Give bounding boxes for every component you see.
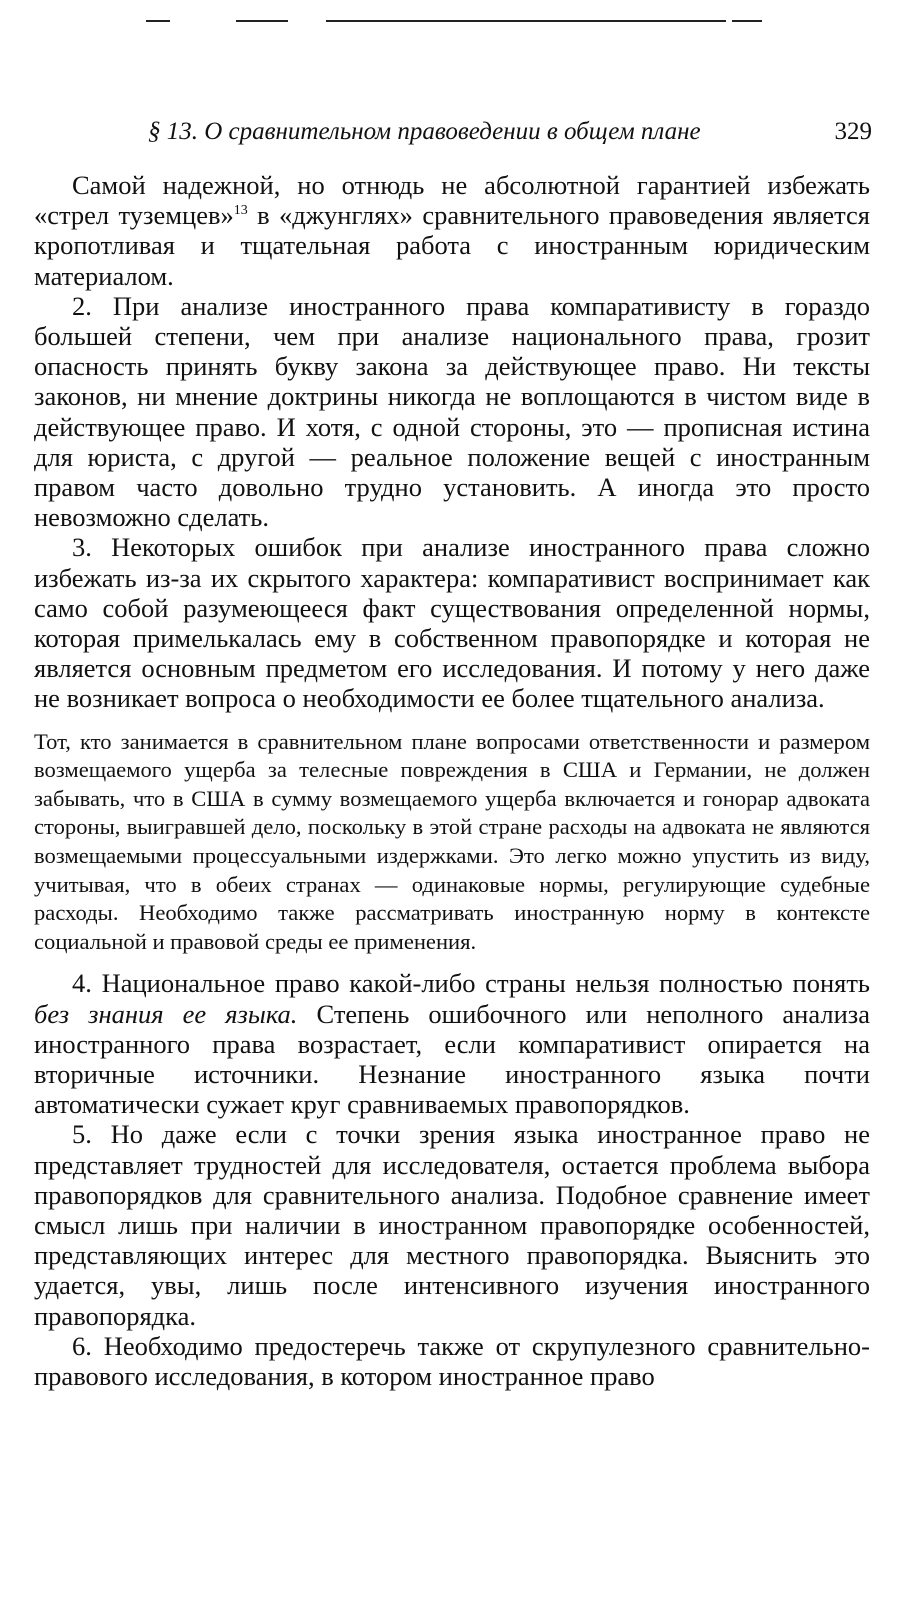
page-number: 329 bbox=[834, 118, 872, 145]
running-header bbox=[148, 116, 872, 148]
paragraph-6: 6. Необходимо предостеречь также от скрупулезного сравнительно-правового исследования, в котором иностранное право bbox=[34, 1330, 870, 1392]
paragraph-1 bbox=[34, 170, 870, 291]
paragraph-3: 3. Некоторых ошибок при анализе иностранного права сложно избежать из-за их скрытого характера: компаративист воспринимает как само собой разумеющееся факт существования определенной нормы, которая примелькалась ему в собственном правопорядке и которая не является основным предметом его исследования. И потому у него даже не возникает вопроса о необходимости ее более тщательного анализа. bbox=[34, 532, 870, 714]
paragraph-4-text-a: 4. Национальное право какой-либо страны нельзя полностью понять bbox=[72, 968, 870, 999]
section-title: § 13. О сравнительном правоведении в общем плане bbox=[148, 118, 701, 145]
page-body bbox=[34, 170, 870, 1391]
top-rule-long bbox=[326, 20, 726, 22]
top-rule-medium bbox=[236, 20, 288, 22]
paragraph-4-emphasis: без знания ее языка. bbox=[34, 998, 298, 1029]
paragraph-1-text-a: Самой надежной, но отнюдь не абсолютной гарантией избежать «стрел туземцев» bbox=[34, 170, 870, 231]
top-rule-tail bbox=[732, 20, 762, 22]
paragraph-1-text-b: в «джунглях» сравнительного правоведения является кропотливая и тщательная работа с иностранным юридическим материалом. bbox=[34, 200, 871, 291]
paragraph-4-text-b: Степень ошибочного или неполного анализа иностранного права возрастает, если компаративист опирается на вторичные источники. Незнание иностранного языка почти автоматически сужает круг сравниваемых правопорядков. bbox=[34, 998, 870, 1120]
paragraph-2: 2. При анализе иностранного права компаративисту в гораздо большей степени, чем при анализе национального права, грозит опасность принять букву закона за действующее право. Ни тексты законов, ни мнение доктрины никогда не воплощаются в чистом виде в действующее право. И хотя, с одной стороны, это — прописная истина для юриста, с другой — реальное положение вещей с иностранным правом часто довольно трудно установить. А иногда это просто невозможно сделать. bbox=[34, 290, 870, 533]
example-paragraph: Тот, кто занимается в сравнительном плане вопросами ответственности и размером возмещаемого ущерба за телесные повреждения в США и Германии, не должен забывать, что в США в сумму возмещаемого ущерба включается и гонорар адвоката стороны, выигравшей дело, поскольку в этой стране расходы на адвоката не являются возмещаемыми процессуальными издержками. Это легко можно упустить из виду, учитывая, что в обеих странах — одинаковые нормы, регулирующие судебные расходы. Необходимо также рассматривать иностранную норму в контексте социальной и правовой среды ее применения. bbox=[34, 728, 870, 954]
paragraph-5: 5. Но даже если с точки зрения языка иностранное право не представляет трудностей для исследователя, остается проблема выбора правопорядков для сравнительного анализа. Подобное сравнение имеет смысл лишь при наличии в иностранном правопорядке особенностей, представляющих интерес для местного правопорядка. Выяснить это удается, увы, лишь после интенсивного изучения иностранного правопорядка. bbox=[34, 1119, 870, 1331]
top-rule-short bbox=[146, 20, 170, 22]
footnote-marker: 13 bbox=[233, 203, 248, 219]
paragraph-4 bbox=[34, 968, 870, 1119]
